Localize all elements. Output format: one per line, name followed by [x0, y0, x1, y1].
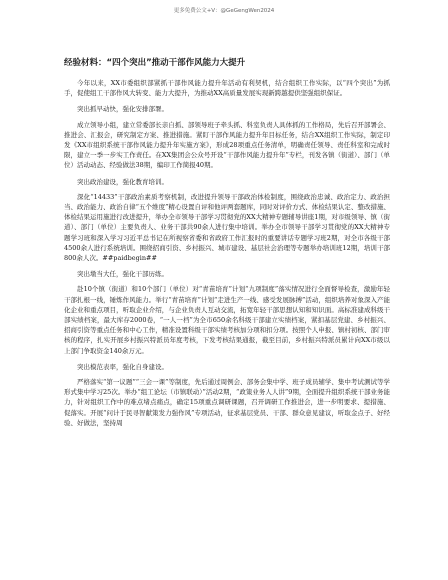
document-title: 经验材料：“四个突出”推动干部作风能力大提升	[64, 58, 246, 68]
paragraph-1: 成立领导小组，建立常委部长亲自抓、部领导班子牵头抓、科室负责人具体抓的工作格局，先后召开部署会、推进会、汇报会，研究制定方案、推进措施。紧盯干部作风能力提升年目标任务，结合XX组织工作实际，制定印发《XX市组织系统干部作风能力提升年实施方案》，形成28项重点任务清单，明确责任领导、责任科室和完成时限，建立一季一步实工作责任。在XX集团会公众号开设“干部作风能力提升年”专栏，刊发各镇（街道）、部门（单位）活动动态、经验做法38期，编印工作简报40期。	[64, 120, 390, 170]
section-heading-4: 突出模范表率，强化自身建设。	[77, 362, 168, 371]
paragraph-4: 严格落实“第一议题”“三会一课”等制度，先后通过周例会、部务会集中学、班子成员辅学、集中考试测试等学形式集中学习25次。举办“组工论坛（市镇联动）”活动2期，“政策业务人人讲”9期，全面提升组织系统干部业务能力，针对组织工作中的难点堵点痛点，确定15项重点调研课题，召开调研工作推进会，进一步明要求、提措施、促落实。开展“问计于民寻智献策发力强作风”专项活动，征求基层党员、干部、群众意见建议，听取金点子、好经验、好做法，坚持周	[64, 378, 390, 427]
header-note: 更多免费公文+V：@GeGengWen2024	[173, 8, 275, 14]
section-heading-3: 突出墩当大任，强化干部历练。	[77, 270, 168, 279]
document-body	[64, 58, 390, 434]
section-heading-1: 突出抓早动快，强化安排部署。	[77, 105, 168, 114]
paragraph-2: 深化“14433”干部政治素质考察机制，改进提升领导干部政治体检制度，围绕政治忠诚、政治定力、政治担当、政治能力、政治自律“五个维度”精心设置自评和他评两套题库，同时对评价方式、体检结果认定、整改措施、体检结果运用施进行改进提升，举办全市领导干部学习贯彻党的XX大精神专题辅导讲座1期，对市级领导、镇（街道）、部门（单位）主要负责人、业务干部共90余人进行集中培训。举办全市领导干部学习贯彻党的XX大精神专题学习班和深入学习习近平总书记在所视察省委和省政府工作汇报时的重要讲话专题学习班2期，对全市各级干部4500余人进行系统培训。围绕招商引资、乡村振兴、城市建设、基层社会治理等专题举办培训班12期，培训干部800余人次。##paidbegin##	[64, 192, 390, 263]
section-heading-2: 突出政治建设，强化教育培训。	[77, 177, 168, 186]
paragraph-intro: 今年以来，XX市委组织部紧抓干部作风能力提升年活动有利契机，结合组织工作实际，以“四个突出”为抓手，促使组工干部作风大转变、能力大提升，为推动XX高质量发展实现新跨越提供坚强组织保证。	[64, 79, 390, 98]
paragraph-3: 赴10个镇（街道）和10个部门（单位）对“青苗培育”计划“九项制度”落实情况进行全面督导检查，激励年轻干部扎根一线，锤炼作风能力。举行“青苗培育”计划“走进生产一线、感受发展脉搏”活动，组织培养对象深入产能化企业和重点项目，听取企业介绍，与企业负责人互动交流，拓宽年轻干部思想认知和知识面。高标准建成科级干部实绩档案，最大库存2000卷，“一人一档”为全市650余名科级干部建立实绩档案，紧扣基层党建、乡村振兴、招商引资等重点任务和中心工作，精准设置科级干部实绩考核加分项和扣分项。按照个人申报、镇村初核、部门审核的程序，扎实开展乡村振兴特派员年度考核，下发考核结果通报，截至目前，乡村振兴特派员累计向XX市级以上部门争取资金140余万元。	[64, 285, 390, 355]
